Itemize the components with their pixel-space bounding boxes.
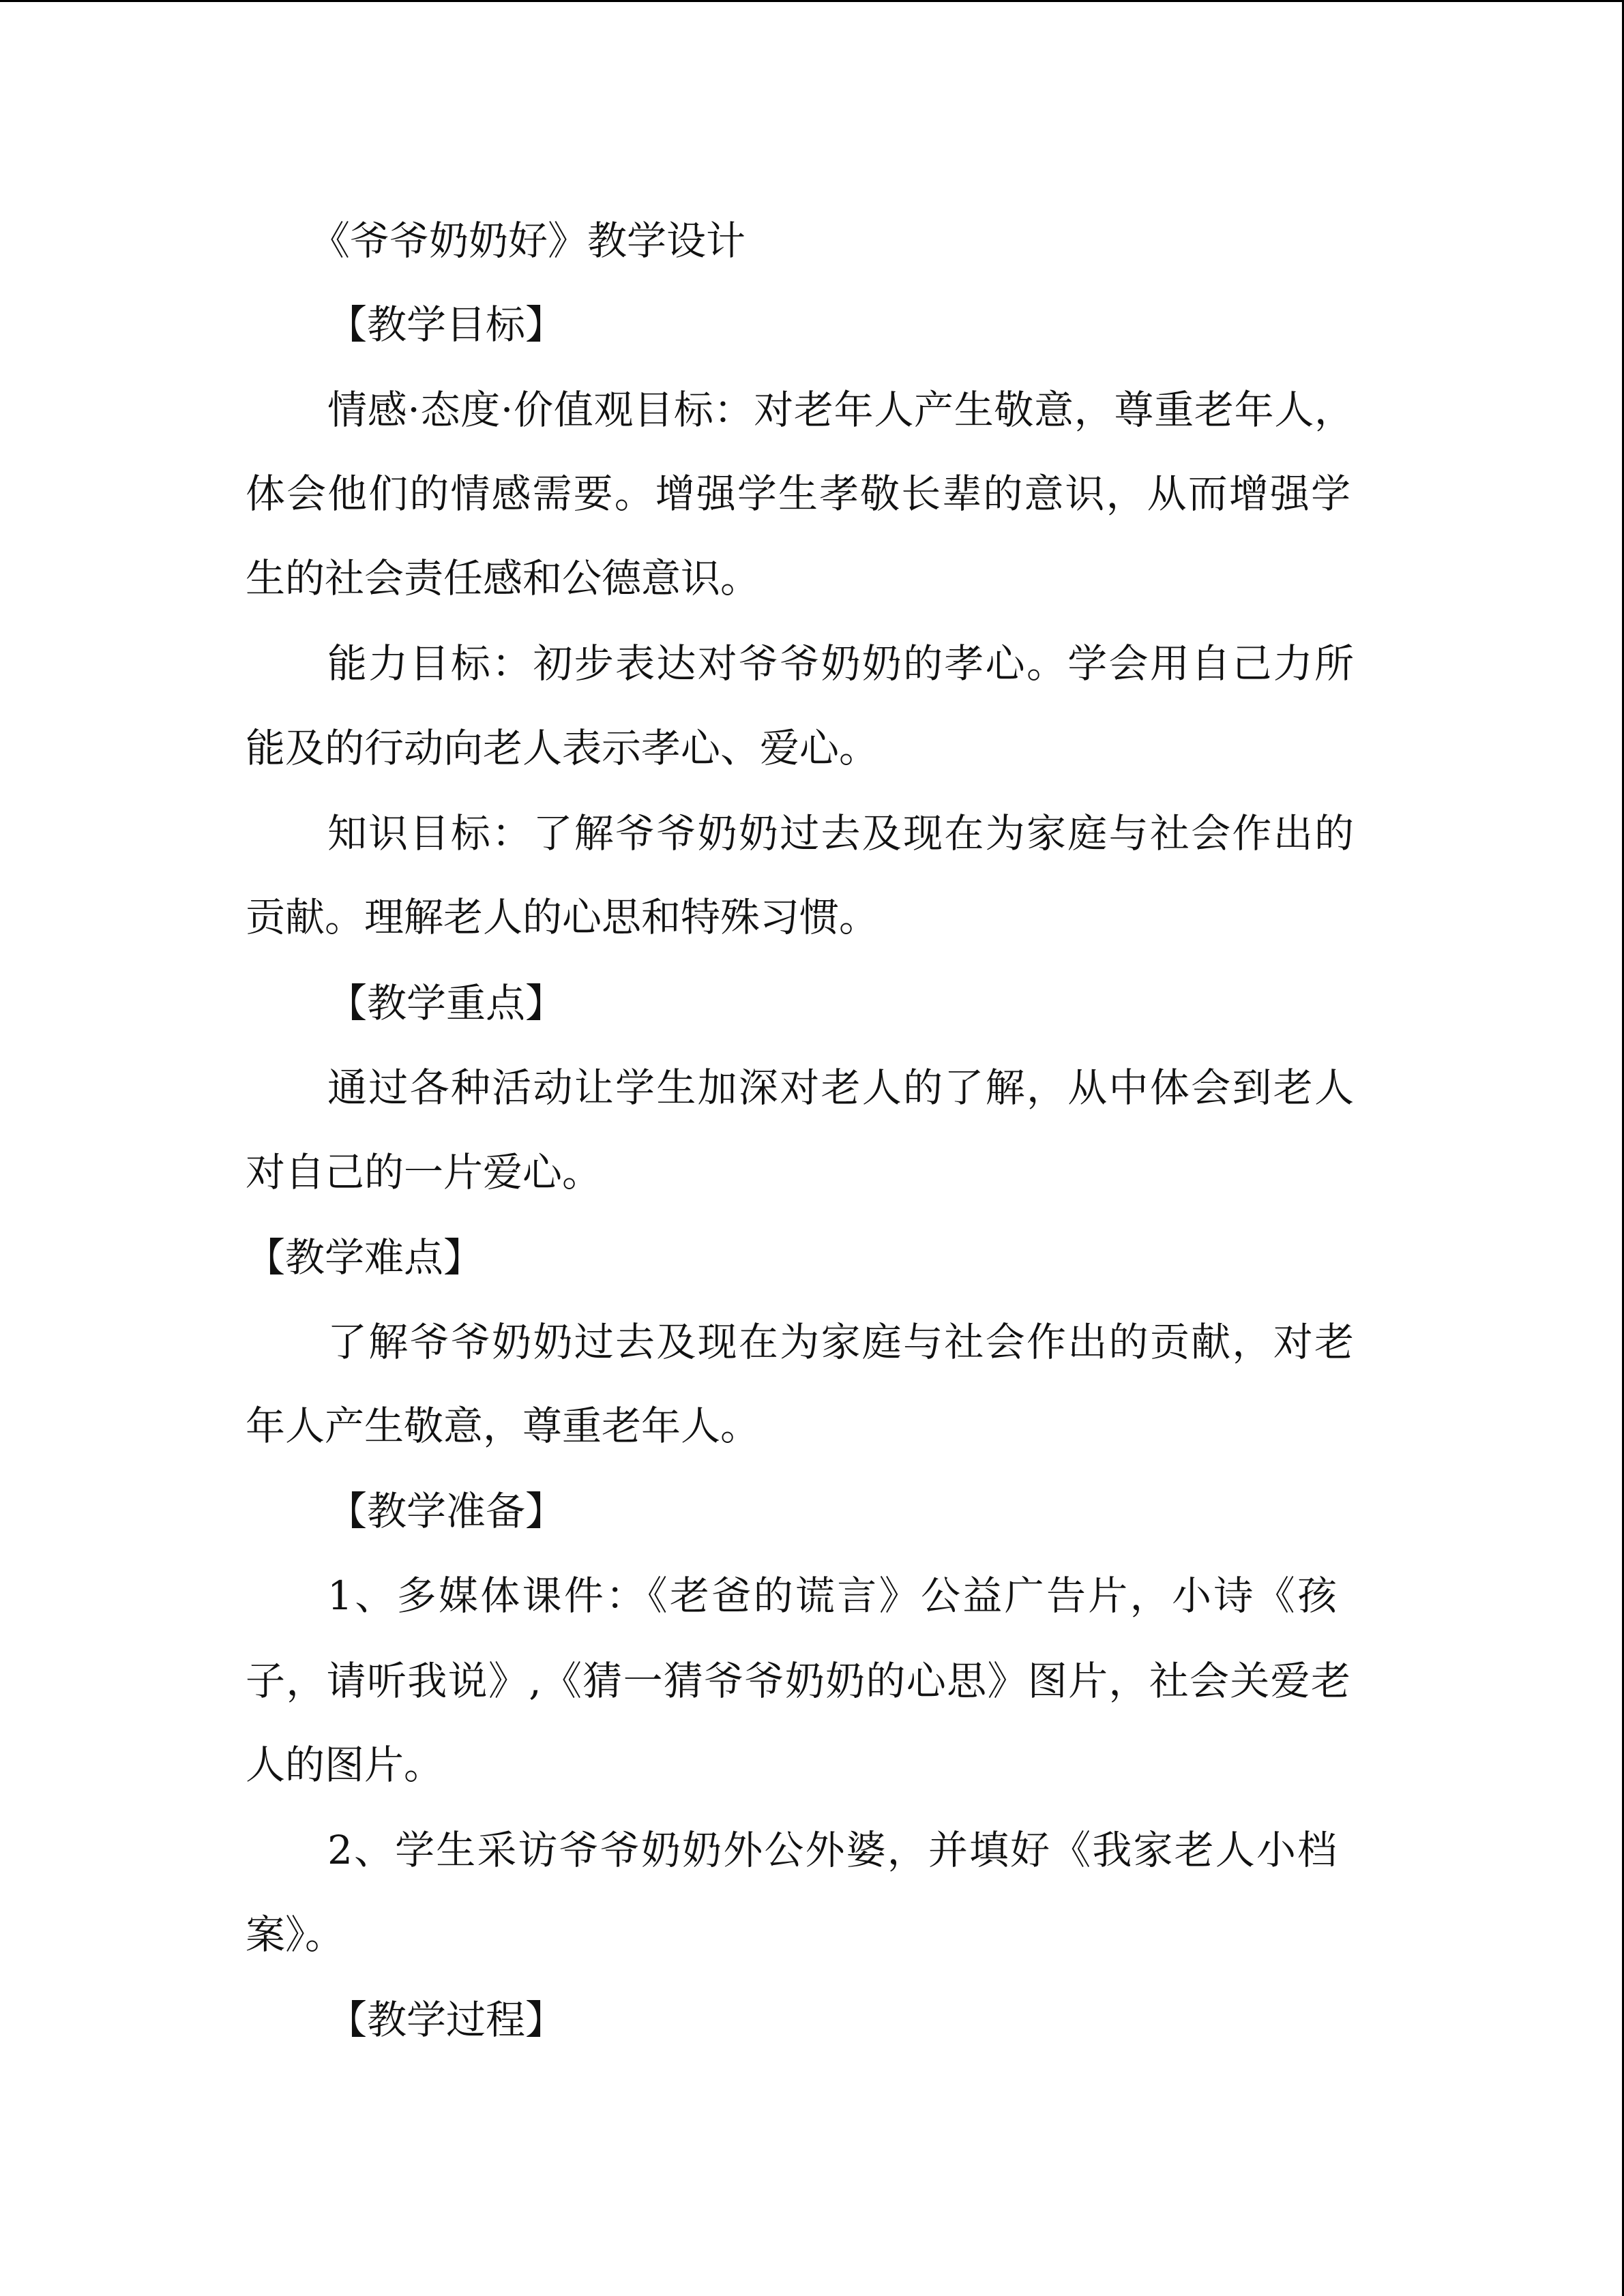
objective-emotion-line-2: 体会他们的情感需要。增强学生孝敬长辈的意识，从而增强学 xyxy=(246,471,1350,517)
key-points-line-2: 对自己的一片爱心。 xyxy=(246,1149,602,1195)
objectives-heading: 【教学目标】 xyxy=(327,301,565,348)
key-points-line-1: 通过各种活动让学生加深对老人的了解，从中体会到老人 xyxy=(327,1064,1354,1111)
objective-ability-line-1: 能力目标：初步表达对爷爷奶奶的孝心。学会用自己力所 xyxy=(327,640,1354,687)
preparation-item-1-line-2: 子，请听我说》,《猜一猜爷爷奶奶的心思》图片，社会关爱老 xyxy=(246,1658,1350,1704)
document-title: 《爷爷奶奶好》教学设计 xyxy=(310,218,746,264)
objective-emotion-line-3: 生的社会责任感和公德意识。 xyxy=(246,555,761,601)
objective-knowledge-line-2: 贡献。理解老人的心思和特殊习惯。 xyxy=(246,894,879,940)
preparation-item-1-line-1: 1、多媒体课件：《老爸的谎言》公益广告片，小诗《孩 xyxy=(327,1572,1337,1619)
difficulty-line-1: 了解爷爷奶奶过去及现在为家庭与社会作出的贡献，对老 xyxy=(327,1319,1354,1365)
preparation-heading: 【教学准备】 xyxy=(327,1488,565,1534)
preparation-item-2-line-1: 2、学生采访爷爷奶奶外公外婆，并填好《我家老人小档 xyxy=(327,1827,1337,1873)
page-border-top xyxy=(0,0,1624,2)
difficulty-heading: 【教学难点】 xyxy=(246,1234,484,1281)
preparation-item-2-line-2: 案》。 xyxy=(246,1911,345,1958)
process-heading: 【教学过程】 xyxy=(327,1997,565,2043)
preparation-item-1-line-3: 人的图片。 xyxy=(246,1742,444,1788)
difficulty-line-2: 年人产生敬意，尊重老年人。 xyxy=(246,1403,761,1449)
objective-knowledge-line-1: 知识目标：了解爷爷奶奶过去及现在为家庭与社会作出的 xyxy=(327,810,1354,856)
objective-ability-line-2: 能及的行动向老人表示孝心、爱心。 xyxy=(246,725,879,771)
key-points-heading: 【教学重点】 xyxy=(327,980,565,1026)
objective-emotion-line-1: 情感·态度·价值观目标：对老年人产生敬意，尊重老年人， xyxy=(327,387,1354,433)
